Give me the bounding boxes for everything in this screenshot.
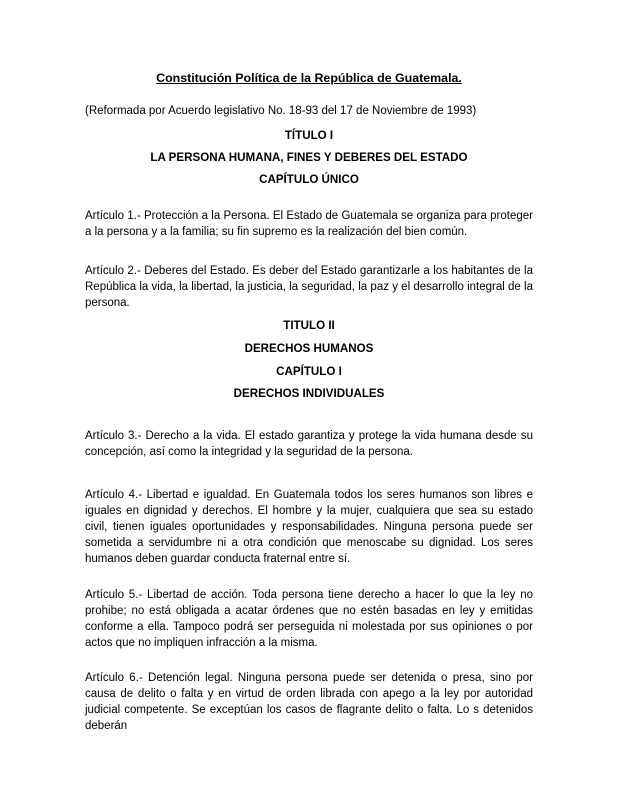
article-6-paragraph: Artículo 6.- Detención legal. Ninguna persona puede ser detenida o presa, sino por causa de delito o falta y en virtud de orden librada con apego a la ley por autoridad judicial competente. Se exceptúan los casos de flagrante delito o falta. Lo s detenidos deberán <box>85 672 533 732</box>
heading-capitulo-i: CAPÍTULO I <box>276 365 342 378</box>
heading-titulo-i: TÍTULO I <box>284 129 334 142</box>
article-1-paragraph: Artículo 1.- Protección a la Persona. El Estado de Guatemala se organiza para proteger a la persona y a la familia; su fin supremo es la realización del bien común. <box>85 210 533 238</box>
article-5-paragraph: Artículo 5.- Libertad de acción. Toda persona tiene derecho a hacer lo que la ley no prohibe; no está obligada a acatar órdenes que no estén basadas en ley y emitidas conforme a ella. Tampoco podrá ser perseguida ni molestada por sus opiniones o por actos que no impliquen infracción a la misma. <box>85 589 533 649</box>
heading-la-persona-humana: LA PERSONA HUMANA, FINES Y DEBERES DEL ESTADO <box>150 151 468 164</box>
heading-capitulo-unico: CAPÍTULO ÚNICO <box>259 173 359 186</box>
document-title: Constitución Política de la República de Guatemala. <box>156 71 462 85</box>
article-2-paragraph: Artículo 2.- Deberes del Estado. Es deber del Estado garantizarle a los habitantes de la República la vida, la libertad, la justicia, la seguridad, la paz y el desarrollo integral de la persona. <box>85 265 533 309</box>
amendment-note: (Reformada por Acuerdo legislativo No. 18-93 del 17 de Noviembre de 1993) <box>85 105 477 117</box>
heading-titulo-ii: TITULO II <box>283 319 335 332</box>
heading-derechos-humanos: DERECHOS HUMANOS <box>244 342 374 355</box>
heading-derechos-individuales: DERECHOS INDIVIDUALES <box>233 387 385 400</box>
article-4-paragraph: Artículo 4.- Libertad e igualdad. En Guatemala todos los seres humanos son libres e iguales en dignidad y derechos. El hombre y la mujer, cualquiera que sea su estado civil, tienen iguales oportunidades y responsabilidades. Ninguna persona puede ser sometida a servidumbre ni a otra condición que menoscabe su dignidad. Los seres humanos deben guardar conducta fraternal entre sí. <box>85 489 533 565</box>
article-3-paragraph: Artículo 3.- Derecho a la vida. El estado garantiza y protege la vida humana desde su concepción, así como la integridad y la seguridad de la persona. <box>85 430 533 458</box>
